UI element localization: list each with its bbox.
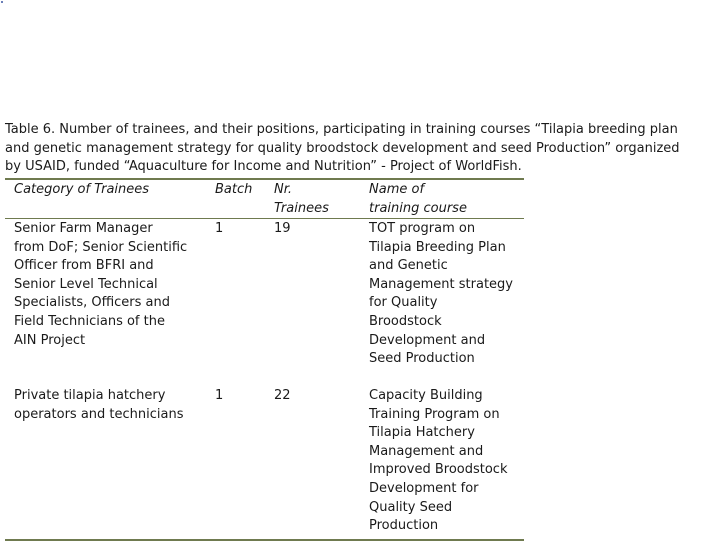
row-category: Private tilapia hatchery operators and technicians: [14, 388, 184, 422]
trainees-table: [5, 178, 524, 541]
header-course: Name of training course: [369, 182, 467, 216]
row-batch: 1: [215, 221, 224, 236]
table-header-row: [5, 180, 524, 218]
header-batch: Batch: [215, 182, 253, 197]
table-row: [5, 387, 524, 539]
row-trainees: 19: [274, 221, 291, 236]
row-course: TOT program on Tilapia Breeding Plan and Genetic Management strategy for Quality Broodstock Development and Seed Production: [369, 221, 513, 367]
table-row: [5, 219, 524, 387]
row-course: Capacity Building Training Program on Tilapia Hatchery Management and Improved Broodstock Development for Quality Seed Production: [369, 388, 508, 534]
table-bottom-rule: [5, 539, 524, 541]
row-category: Senior Farm Manager from DoF; Senior Scientific Officer from BFRI and Senior Level Technical Specialists, Officers and Field Technicians of the AIN Project: [14, 221, 188, 348]
table-caption: [5, 121, 700, 177]
row-batch: 1: [215, 388, 224, 403]
header-trainees: Nr. Trainees: [274, 182, 329, 216]
corner-marker: [1, 1, 3, 3]
caption-line: Table 6. Number of trainees, and their positions, participating in training courses “Tilapia breeding plan: [5, 122, 678, 137]
caption-line: and genetic management strategy for quality broodstock development and seed Production” organized: [5, 140, 680, 156]
header-category: Category of Trainees: [14, 182, 150, 197]
caption-line: by USAID, funded “Aquaculture for Income and Nutrition” - Project of WorldFish.: [5, 159, 522, 175]
row-trainees: 22: [274, 388, 291, 403]
